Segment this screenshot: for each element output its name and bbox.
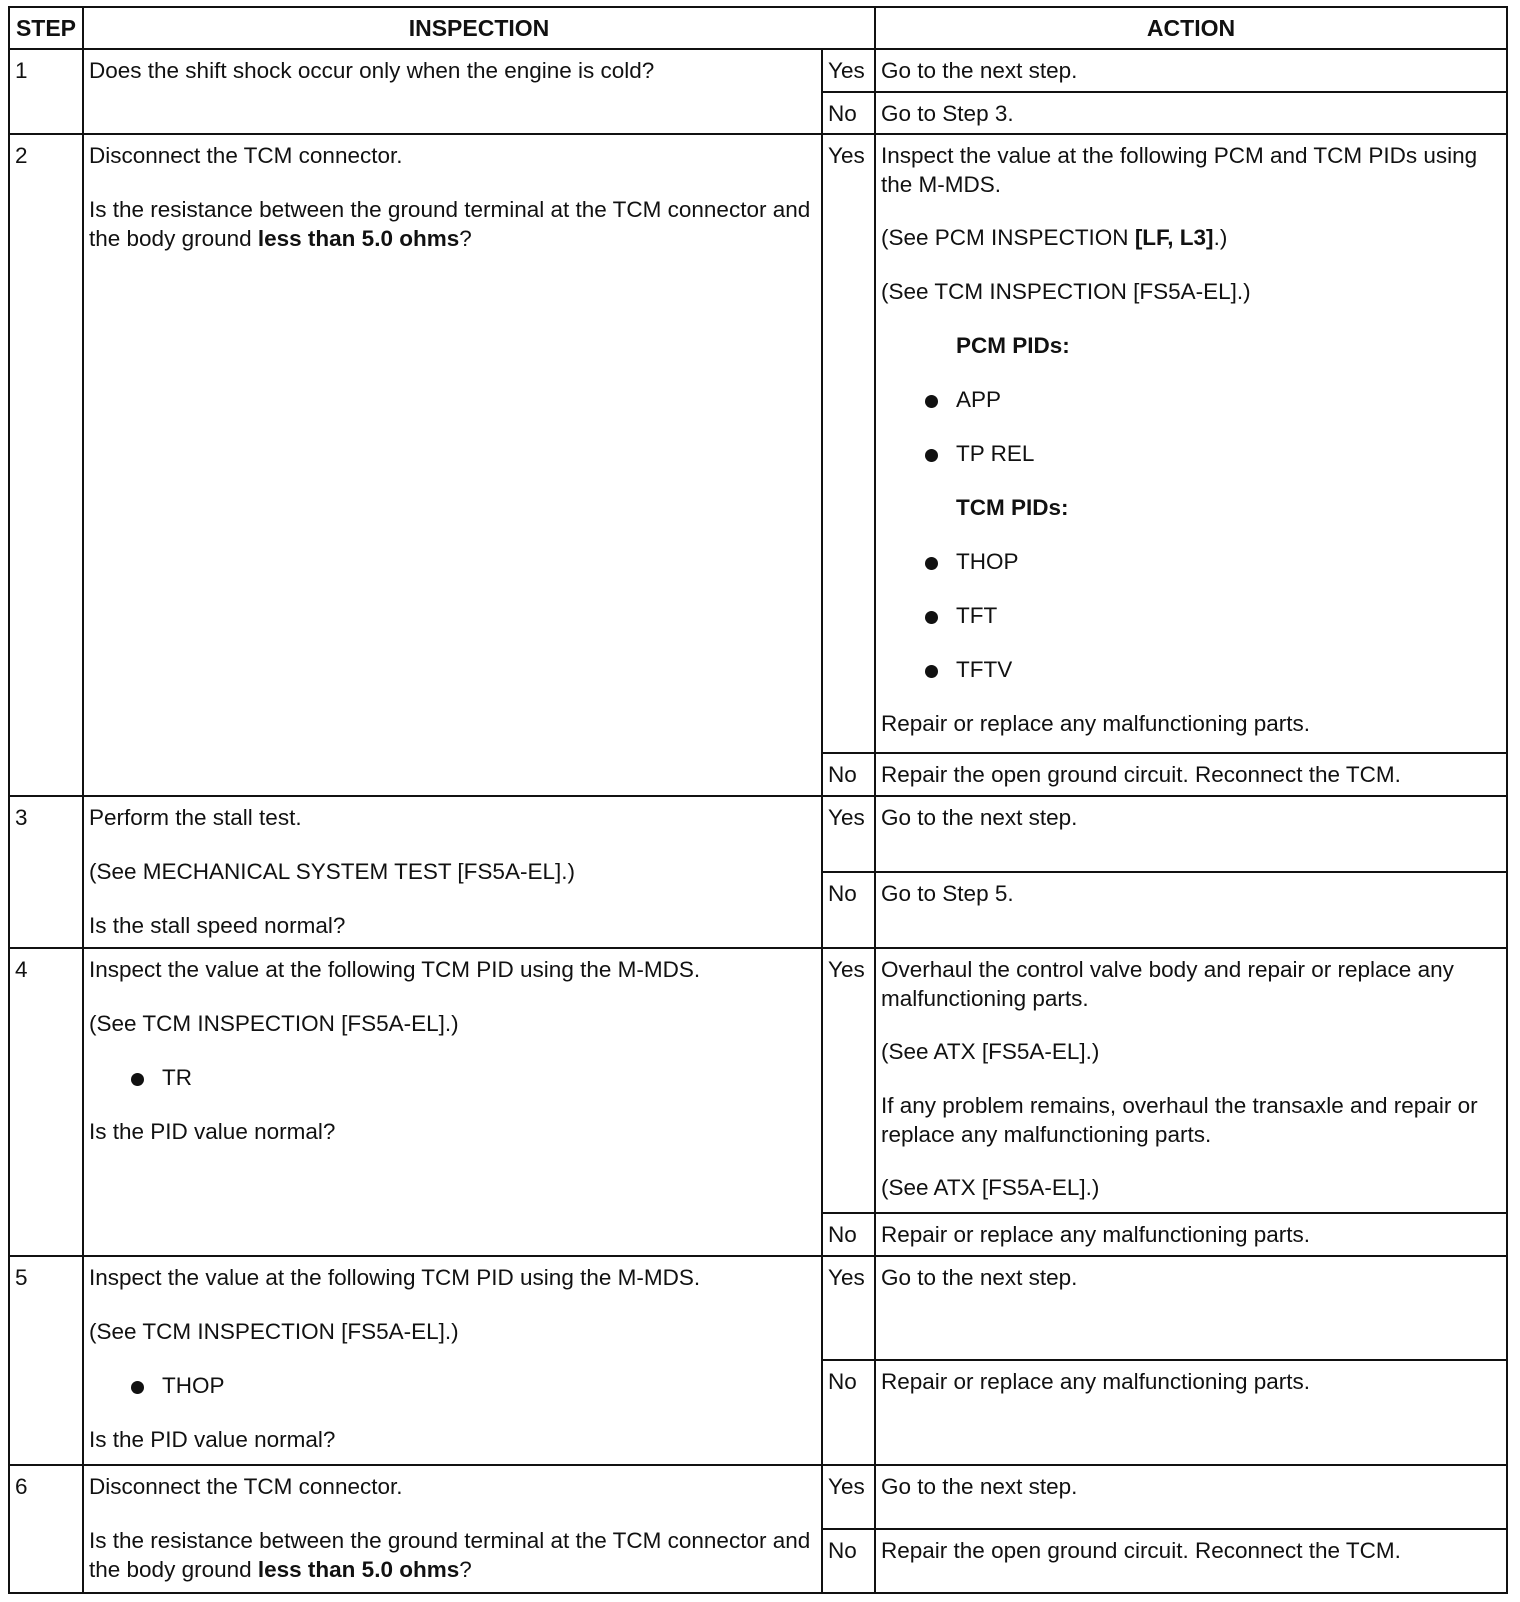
tcm-pids-heading: TCM PIDs: — [956, 495, 1069, 521]
step-number: 6 — [9, 1465, 83, 1593]
step-number: 1 — [9, 49, 83, 134]
step-number: 5 — [9, 1256, 83, 1465]
step-column-header: STEP — [9, 7, 83, 49]
tcm-pid-item: TFT — [881, 601, 1501, 631]
inspection-cell — [83, 796, 822, 948]
pcm-pids-heading: PCM PIDs: — [956, 333, 1070, 359]
inspection-column-header: INSPECTION — [83, 7, 875, 49]
action-text: Repair or replace any malfunctioning parts. — [881, 711, 1310, 737]
step-2-yes-row — [9, 134, 1507, 753]
action-text: Repair or replace any malfunctioning parts. — [881, 1369, 1310, 1395]
step-1-yes-row — [9, 49, 1507, 92]
inspection-cell — [83, 1465, 822, 1593]
inspection-question: Does the shift shock occur only when the engine is cold? — [89, 58, 655, 83]
no-label: No — [822, 753, 875, 796]
no-label: No — [822, 1213, 875, 1256]
tcm-pid-item: THOP — [881, 547, 1501, 577]
step-number: 3 — [9, 796, 83, 948]
action-cell — [875, 1465, 1507, 1529]
action-cell — [875, 753, 1507, 796]
step-number: 4 — [9, 948, 83, 1256]
reference: (See TCM INSPECTION [FS5A-EL].) — [89, 1011, 459, 1037]
action-text: Repair or replace any malfunctioning parts. — [881, 1222, 1310, 1248]
resistance-limit: less than 5.0 ohms — [257, 1557, 460, 1582]
reference: (See ATX [FS5A-EL].) — [881, 1039, 1100, 1065]
reference-text: (See PCM INSPECTION — [881, 225, 1135, 251]
action-instruction: Inspect the value at the following PCM and TCM PIDs using the M-MDS. — [881, 143, 1478, 198]
inspection-question: Is the PID value normal? — [89, 1426, 336, 1452]
action-cell — [875, 1256, 1507, 1361]
step-4-yes-row — [9, 948, 1507, 1213]
pcm-pid-item: TP REL — [881, 439, 1501, 469]
question-mark: ? — [459, 1557, 472, 1582]
action-column-header: ACTION — [875, 7, 1507, 49]
action-text: Go to the next step. — [881, 1264, 1078, 1290]
action-instruction: If any problem remains, overhaul the transaxle and repair or replace any malfunctioning parts. — [881, 1093, 1478, 1148]
question-text: Is the resistance between the ground terminal at the TCM connector and the body ground — [89, 1528, 811, 1582]
yes-label: Yes — [822, 49, 875, 92]
yes-label: Yes — [822, 134, 875, 753]
action-text: Repair the open ground circuit. Reconnect the TCM. — [881, 1537, 1401, 1563]
reference-close: .) — [1213, 225, 1228, 251]
yes-label: Yes — [822, 796, 875, 872]
action-cell — [875, 134, 1507, 753]
no-label: No — [822, 872, 875, 948]
inspection-instruction: Inspect the value at the following TCM PID using the M-MDS. — [89, 1264, 701, 1290]
no-label: No — [822, 92, 875, 135]
step-3-yes-row — [9, 796, 1507, 872]
action-text: Go to Step 3. — [881, 100, 1014, 126]
inspection-question — [89, 1526, 816, 1584]
action-text: Repair the open ground circuit. Reconnect the TCM. — [881, 762, 1401, 788]
resistance-limit: less than 5.0 ohms — [257, 226, 460, 252]
action-cell — [875, 1360, 1507, 1465]
yes-label: Yes — [822, 1256, 875, 1361]
question-mark: ? — [459, 226, 472, 252]
inspection-question: Is the PID value normal? — [89, 1119, 336, 1145]
action-text: Go to the next step. — [881, 805, 1078, 831]
question-text: Is the resistance between the ground terminal at the TCM connector and the body ground — [89, 197, 811, 252]
inspection-instruction: Disconnect the TCM connector. — [89, 1474, 403, 1499]
inspection-question — [89, 195, 816, 253]
action-cell — [875, 1213, 1507, 1256]
tcm-pid-item: THOP — [89, 1371, 816, 1401]
inspection-instruction: Disconnect the TCM connector. — [89, 143, 403, 169]
step-number: 2 — [9, 134, 83, 796]
action-cell — [875, 948, 1507, 1213]
pcm-pid-item: APP — [881, 385, 1501, 415]
inspection-cell — [83, 134, 822, 796]
reference — [881, 223, 1501, 253]
action-text: Go to the next step. — [881, 1474, 1078, 1499]
action-cell — [875, 92, 1507, 135]
reference: (See TCM INSPECTION [FS5A-EL].) — [881, 279, 1251, 305]
action-cell — [875, 49, 1507, 92]
tcm-pid-item: TR — [89, 1063, 816, 1093]
action-cell — [875, 796, 1507, 872]
troubleshooting-document — [8, 6, 1506, 1594]
reference: (See MECHANICAL SYSTEM TEST [FS5A-EL].) — [89, 859, 575, 885]
reference: (See TCM INSPECTION [FS5A-EL].) — [89, 1318, 459, 1344]
step-5-yes-row — [9, 1256, 1507, 1361]
inspection-cell — [83, 1256, 822, 1465]
no-label: No — [822, 1360, 875, 1465]
action-instruction: Overhaul the control valve body and repair or replace any malfunctioning parts. — [881, 957, 1454, 1012]
inspection-instruction: Perform the stall test. — [89, 805, 302, 831]
action-cell — [875, 1529, 1507, 1593]
inspection-cell — [83, 948, 822, 1256]
yes-label: Yes — [822, 1465, 875, 1529]
header-row — [9, 7, 1507, 49]
inspection-cell — [83, 49, 822, 134]
action-text: Go to Step 5. — [881, 881, 1014, 907]
action-cell — [875, 872, 1507, 948]
step-6-yes-row — [9, 1465, 1507, 1529]
no-label: No — [822, 1529, 875, 1593]
action-text: Go to the next step. — [881, 58, 1078, 83]
reference: (See ATX [FS5A-EL].) — [881, 1175, 1100, 1201]
tcm-pid-item: TFTV — [881, 655, 1501, 685]
yes-label: Yes — [822, 948, 875, 1213]
inspection-instruction: Inspect the value at the following TCM PID using the M-MDS. — [89, 957, 701, 983]
engine-codes: [LF, L3] — [1134, 225, 1214, 251]
diagnostic-procedure-table — [8, 6, 1508, 1594]
inspection-question: Is the stall speed normal? — [89, 913, 346, 939]
